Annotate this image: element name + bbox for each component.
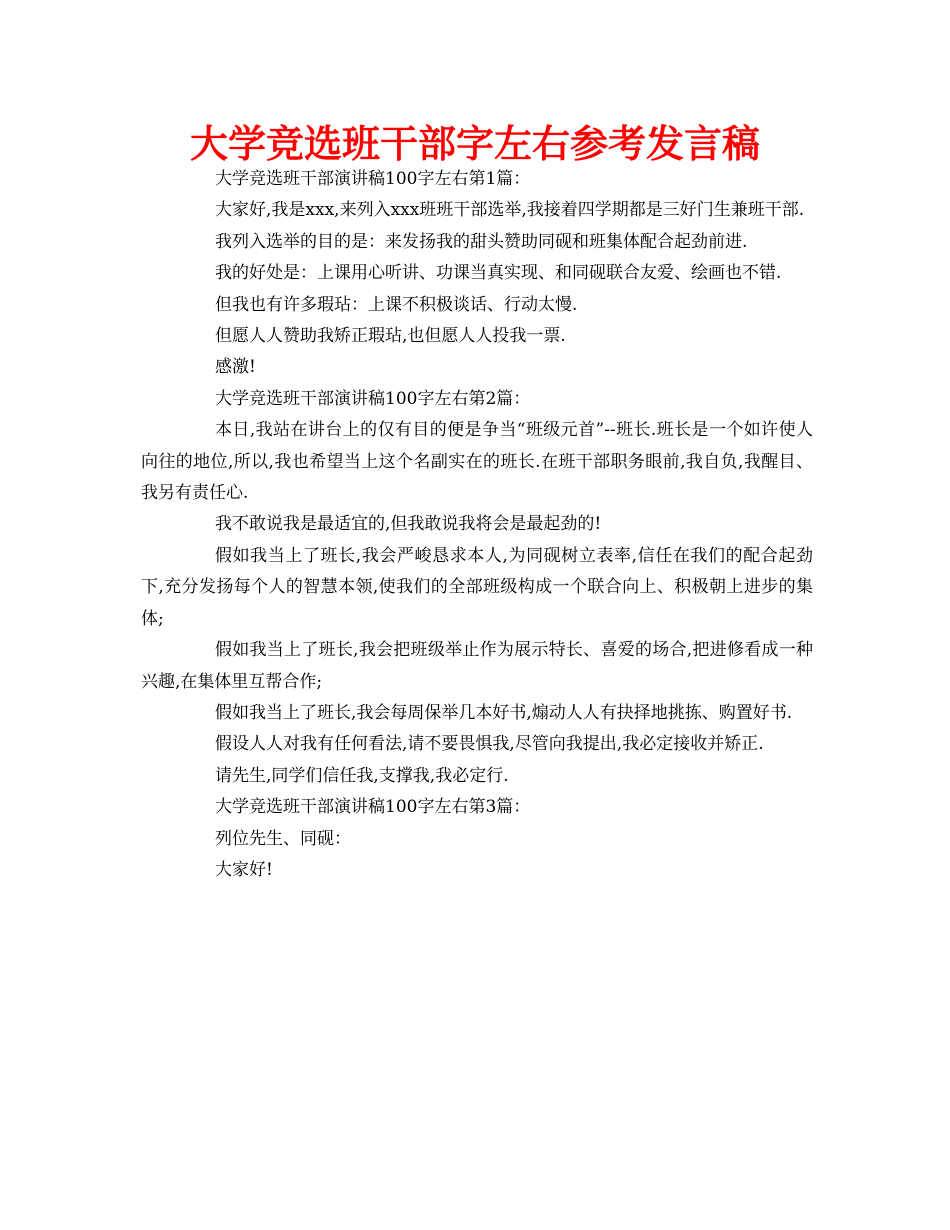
paragraph: 我不敢说我是最适宜的,但我敢说我将会是最起劲的! — [215, 514, 602, 535]
paragraph: 大家好,我是xxx,来列入xxx班班干部选举,我接着四学期都是三好门生兼班干部. — [215, 200, 805, 221]
section-heading-1: 大学竞选班干部演讲稿100字左右第1篇： — [215, 169, 531, 189]
paragraph: 但愿人人赞助我矫正瑕玷,也但愿人人投我一票. — [215, 326, 566, 347]
paragraph: 假如我当上了班长,我会把班级举止作为展示特长、喜爱的场合,把进修看成一种兴趣,在集体里互帮合作; — [141, 640, 813, 692]
paragraph: 本日,我站在讲台上的仅有目的便是争当“班级元首”--班长.班长是一个如许使人向往的地位,所以,我也希望当上这个名副实在的班长.在班干部职务眼前,我自负,我醒目、我另有责任心. — [141, 420, 813, 504]
paragraph: 假如我当上了班长,我会每周保举几本好书,煽动人人有抉择地挑拣、购置好书. — [215, 702, 793, 723]
paragraph: 我的好处是：上课用心听讲、功课当真实现、和同砚联合友爱、绘画也不错. — [215, 263, 782, 284]
paragraph: 但我也有许多瑕玷：上课不积极谈话、行动太慢. — [215, 294, 578, 315]
document-body — [141, 164, 813, 886]
paragraph: 我列入选举的目的是：来发扬我的甜头赞助同砚和班集体配合起劲前进. — [215, 231, 748, 252]
paragraph: 请先生,同学们信任我,支撑我,我必定行. — [215, 765, 509, 786]
section-heading-2: 大学竞选班干部演讲稿100字左右第2篇： — [215, 388, 531, 409]
paragraph: 感激! — [215, 357, 256, 378]
paragraph: 列位先生、同砚： — [215, 828, 351, 849]
paragraph: 大家好! — [215, 859, 273, 880]
paragraph: 假设人人对我有任何看法,请不要畏惧我,尽管向我提出,我必定接收并矫正. — [215, 734, 764, 755]
document-title: 大学竞选班干部字左右参考发言稿 — [189, 122, 760, 166]
paragraph: 假如我当上了班长,我会严峻恳求本人,为同砚树立表率,信任在我们的配合起劲下,充分发扬每个人的智慧本领,使我们的全部班级构成一个联合向上、积极朝上进步的集体; — [141, 545, 813, 629]
section-heading-3: 大学竞选班干部演讲稿100字左右第3篇： — [215, 797, 531, 818]
